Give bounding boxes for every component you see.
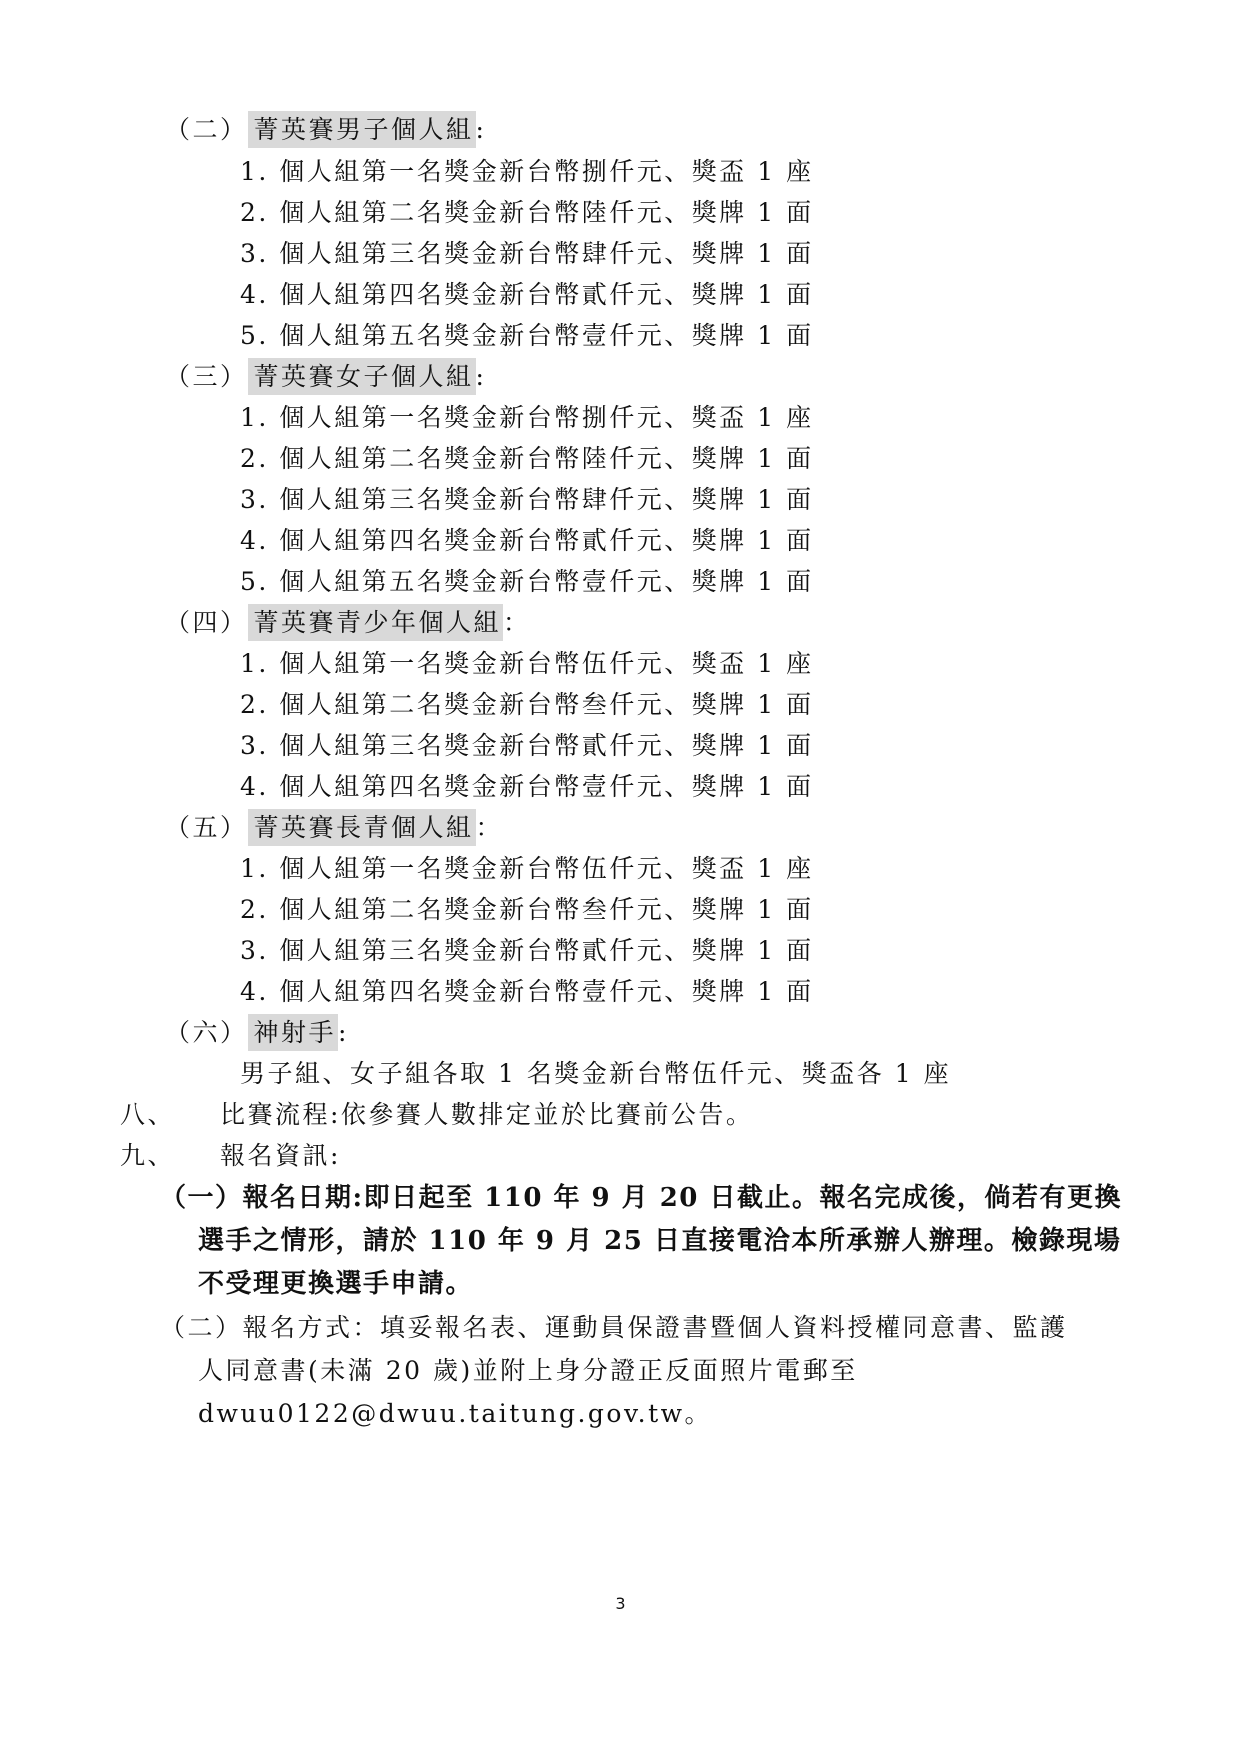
- section-label: （五）: [165, 813, 248, 842]
- registration-date-line: （一）報名日期:即日起至 110 年 9 月 20 日截止。報名完成後，倘若有更換: [160, 1183, 1122, 1213]
- article-text: 報名資訊:: [220, 1141, 341, 1170]
- article-eight: [120, 1097, 753, 1133]
- list-item: 1. 個人組第一名獎金新台幣伍仟元、獎盃 1 座: [240, 649, 814, 678]
- article-number: 九、: [120, 1141, 176, 1170]
- list-item: 2. 個人組第二名獎金新台幣陸仟元、獎牌 1 面: [240, 444, 814, 473]
- section-title: 菁英賽青少年個人組: [248, 604, 504, 641]
- list-item: 3. 個人組第三名獎金新台幣貳仟元、獎牌 1 面: [240, 936, 814, 965]
- section-suffix: ：: [475, 813, 504, 842]
- registration-email: dwuu0122@dwuu.taitung.gov.tw。: [198, 1399, 713, 1428]
- registration-method-line: 人同意書(未滿 20 歲)並附上身分證正反面照片電郵至: [198, 1356, 858, 1385]
- section-suffix: :: [338, 1018, 349, 1047]
- section-label: （三）: [165, 362, 248, 391]
- page-number: 3: [615, 1594, 626, 1613]
- section-label: （二）: [165, 115, 248, 144]
- list-item: 4. 個人組第四名獎金新台幣貳仟元、獎牌 1 面: [240, 526, 814, 555]
- section-title: 菁英賽長青個人組: [248, 809, 476, 846]
- section-suffix: :: [475, 115, 487, 144]
- article-text: 比賽流程:依參賽人數排定並於比賽前公告。: [220, 1100, 754, 1129]
- list-item: 4. 個人組第四名獎金新台幣壹仟元、獎牌 1 面: [240, 977, 814, 1006]
- section-heading: [165, 112, 486, 148]
- list-item: 男子組、女子組各取 1 名獎金新台幣伍仟元、獎盃各 1 座: [240, 1059, 952, 1088]
- article-nine: [120, 1138, 341, 1174]
- section-heading: [165, 810, 503, 846]
- article-number: 八、: [120, 1100, 176, 1129]
- section-title: 神射手: [248, 1014, 339, 1051]
- list-item: 1. 個人組第一名獎金新台幣伍仟元、獎盃 1 座: [240, 854, 814, 883]
- section-label: （四）: [165, 608, 248, 637]
- list-item: 5. 個人組第五名獎金新台幣壹仟元、獎牌 1 面: [240, 321, 814, 350]
- list-item: 5. 個人組第五名獎金新台幣壹仟元、獎牌 1 面: [240, 567, 814, 596]
- registration-method-line: （二）報名方式：填妥報名表、運動員保證書暨個人資料授權同意書、監護: [160, 1313, 1068, 1342]
- section-title: 菁英賽女子個人組: [248, 358, 476, 395]
- list-item: 1. 個人組第一名獎金新台幣捌仟元、獎盃 1 座: [240, 403, 814, 432]
- list-item: 3. 個人組第三名獎金新台幣貳仟元、獎牌 1 面: [240, 731, 814, 760]
- section-title: 菁英賽男子個人組: [248, 111, 476, 148]
- list-item: 2. 個人組第二名獎金新台幣叁仟元、獎牌 1 面: [240, 895, 814, 924]
- list-item: 2. 個人組第二名獎金新台幣陸仟元、獎牌 1 面: [240, 198, 814, 227]
- list-item: 3. 個人組第三名獎金新台幣肆仟元、獎牌 1 面: [240, 485, 814, 514]
- list-item: 2. 個人組第二名獎金新台幣叁仟元、獎牌 1 面: [240, 690, 814, 719]
- section-label: （六）: [165, 1018, 248, 1047]
- registration-date-line: 選手之情形，請於 110 年 9 月 25 日直接電洽本所承辦人辦理。檢錄現場: [198, 1226, 1122, 1256]
- list-item: 1. 個人組第一名獎金新台幣捌仟元、獎盃 1 座: [240, 157, 814, 186]
- list-item: 4. 個人組第四名獎金新台幣壹仟元、獎牌 1 面: [240, 772, 814, 801]
- section-heading: [165, 1015, 349, 1051]
- list-item: 4. 個人組第四名獎金新台幣貳仟元、獎牌 1 面: [240, 280, 814, 309]
- section-suffix: ：: [503, 608, 531, 637]
- registration-date-line: 不受理更換選手申請。: [198, 1269, 474, 1299]
- section-suffix: :: [475, 362, 487, 391]
- list-item: 3. 個人組第三名獎金新台幣肆仟元、獎牌 1 面: [240, 239, 814, 268]
- section-heading: [165, 605, 531, 641]
- section-heading: [165, 359, 486, 395]
